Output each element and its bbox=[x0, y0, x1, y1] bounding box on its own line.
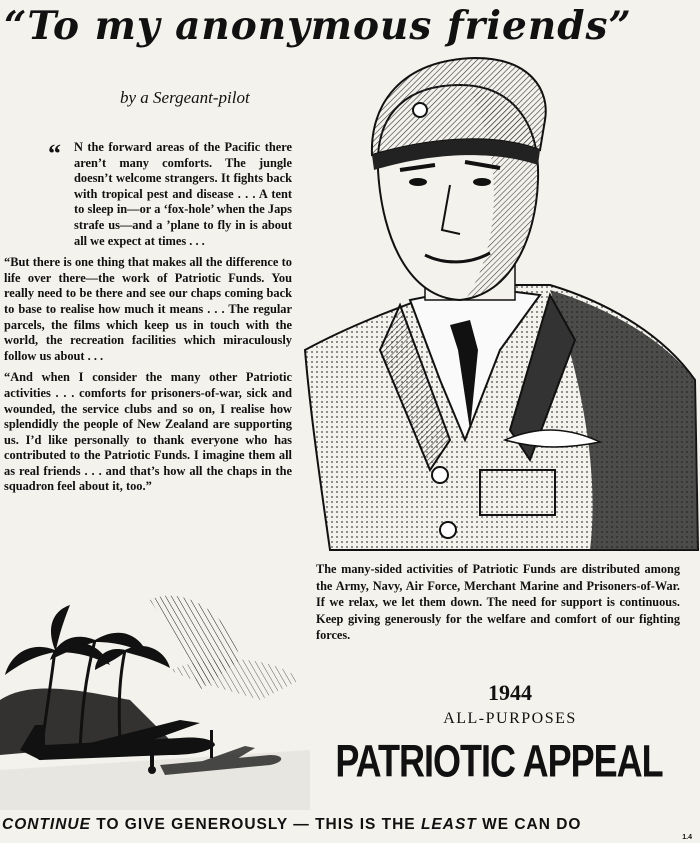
appeal-year: 1944 bbox=[488, 680, 532, 705]
appeal-subtitle: ALL-PURPOSES bbox=[443, 710, 577, 727]
article-paragraph-3: “And when I consider the many other Patriotic activities . . . comforts for prisoners-of-war, sick and wounded, the service clubs and so on, I realise how splendidly the people of New Zealand are supporting us. I’d like personally to thank everyone who has contributed to the Patriotic Funds. I imagine them all as real friends . . . and that’s how all the chaps in the squadron feel about it, too.” bbox=[4, 370, 292, 494]
footer-continue: CONTINUE bbox=[2, 816, 91, 833]
ad-code: 1.4 bbox=[682, 834, 692, 841]
footer-slogan bbox=[2, 816, 696, 834]
jungle-airstrip-illustration bbox=[0, 580, 310, 810]
byline: by a Sergeant-pilot bbox=[120, 88, 250, 107]
appeal-title: PATRIOTIC APPEAL bbox=[335, 735, 663, 787]
footer-middle: TO GIVE GENEROUSLY — THIS IS THE bbox=[90, 816, 421, 833]
article-paragraph-1 bbox=[4, 140, 292, 249]
article-body bbox=[4, 140, 292, 501]
appeal-caption: The many-sided activities of Patriotic Funds are distributed among the Army, Navy, Air Force, Merchant Marine and Prisoners-of-War. If we relax, we let them down. The need for support is continuous. Keep giving generously for the welfare and comfort of our fighting forces. bbox=[316, 562, 680, 642]
open-quote: “ bbox=[48, 139, 61, 168]
article-para1-text: N the forward areas of the Pacific there aren’t many comforts. The jungle doesn’t welcome strangers. It fights back with tropical pest and disease . . . A tent to sleep in—or a ‘fox-hole’ when the Japs strafe us—and a ’plane to fly in is about all we expect at times . . . bbox=[74, 140, 292, 248]
headline: “To my anonymous friends” bbox=[4, 3, 632, 49]
footer-end: WE CAN DO bbox=[476, 816, 582, 833]
pilot-portrait-illustration bbox=[300, 50, 700, 560]
article-paragraph-2: “But there is one thing that makes all the difference to life over there—the work of Patriotic Funds. You really need to be there and see our chaps coming back to base to realise how much it means . . . The regular parcels, the films which keep us in touch with the world, the recreation facilities which miraculously follow us about . . . bbox=[4, 255, 292, 363]
footer-least: LEAST bbox=[420, 816, 477, 833]
